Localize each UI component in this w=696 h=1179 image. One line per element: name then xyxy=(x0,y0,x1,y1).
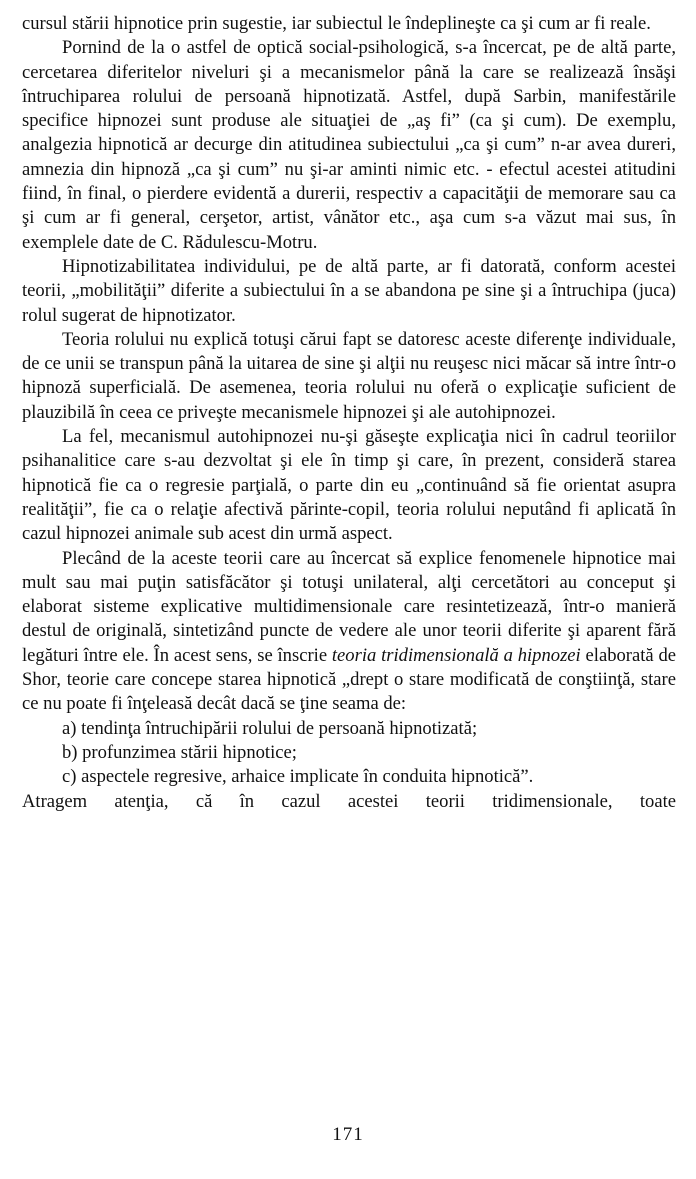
paragraph-psychoanalytic-theories: La fel, mecanismul autohipnozei nu-şi găseşte explicaţia nici în cadrul teoriilor psihanalitice care s-au dezvoltat şi ele în timp şi care, în prezent, consideră starea hipnotică fie ca o regresie parţială, o parte din eu „continuând să fie orientat asupra realităţii”, fie ca o relaţie afectivă părinte-copil, teoria rolului neputând fi aplicată în cazul hipnozei animale sub acest din urmă aspect. xyxy=(22,426,676,545)
list-item: c) aspectele regresive, arhaice implicate în conduita hipnotică”. xyxy=(62,766,534,788)
paragraph-final-line: Atragem atenţia, că în cazul acestei teorii tridimensionale, toate xyxy=(22,790,676,812)
page-number: 171 xyxy=(332,1124,364,1145)
body-text xyxy=(22,12,676,814)
paragraph-continuation: cursul stării hipnotice prin sugestie, iar subiectul le îndeplineşte ca şi cum ar fi reale. xyxy=(22,13,651,34)
paragraph-shor-text-start: Plecând de la aceste teorii care au încercat să explice fenomenele hipnotice mai mult sau mai puţin satisfăcător şi totuşi unilateral, alţi cercetători au conceput şi elaborat sisteme explicative multidimensionale care resintetizează, într-o manieră destul de originală, sintetizând puncte de vedere ale unor teorii diferite şi aparent fără legături între ele. În acest sens, se înscrie xyxy=(22,547,676,666)
paragraph-shor-theory xyxy=(22,547,676,717)
paragraph-sarbin-role-theory: Pornind de la o astfel de optică social-psihologică, s-a încercat, pe de altă parte, cercetarea diferitelor niveluri şi a mecanismelor până la care se realizează însăşi întruchiparea rolului de persoană hipnotizată. Astfel, după Sarbin, manifestările specifice hipnozei sunt produse ale situaţiei de „aş fi” (ca şi cum). De exemplu, analgezia hipnotică ar decurge din atitudinea subiectului „ca şi cum” n-ar avea dureri, amnezia din hipnoză „ca şi cum” nu şi-ar aminti nimic etc. - efectul acestei atitudini fiind, în final, o pierdere evidentă a durerii, respectiv a capacităţii de memorare sau ca şi cum ar fi general, cerşetor, artist, vânător etc., aşa cum s-a văzut mai sus, în exemplele date de C. Rădulescu-Motru. xyxy=(22,37,676,253)
list-item: b) profunzimea stării hipnotice; xyxy=(62,741,297,763)
paragraph-role-theory-limits: Teoria rolului nu explică totuşi cărui fapt se datoresc aceste diferenţe individuale, de ce unii se transpun până la uitarea de sine şi alţii nu reuşesc nici măcar să intre într-o hipnoză superficială. De asemenea, teoria rolului nu oferă o explicaţie suficient de plauzibilă în ceea ce priveşte mecanismele hipnozei şi ale autohipnozei. xyxy=(22,328,676,423)
list-item: a) tendinţa întruchipării rolului de persoană hipnotizată; xyxy=(62,717,478,739)
paragraph-shor-text-end: elaborată de Shor, teorie care concepe starea hipnotică „drept o stare modificată de conştiinţă, stare ce nu poate fi înţeleasă decât dacă se ţine seama de: xyxy=(22,644,676,715)
paragraph-hypnotizability: Hipnotizabilitatea individului, pe de altă parte, ar fi datorată, conform acestei teorii, „mobilităţii” diferite a subiectului în a se abandona pe sine şi a întruchipa (juca) rolul sugerat de hipnotizator. xyxy=(22,255,676,326)
italic-term-tridimensional-theory: teoria tridimensională a hipnozei xyxy=(331,644,581,666)
